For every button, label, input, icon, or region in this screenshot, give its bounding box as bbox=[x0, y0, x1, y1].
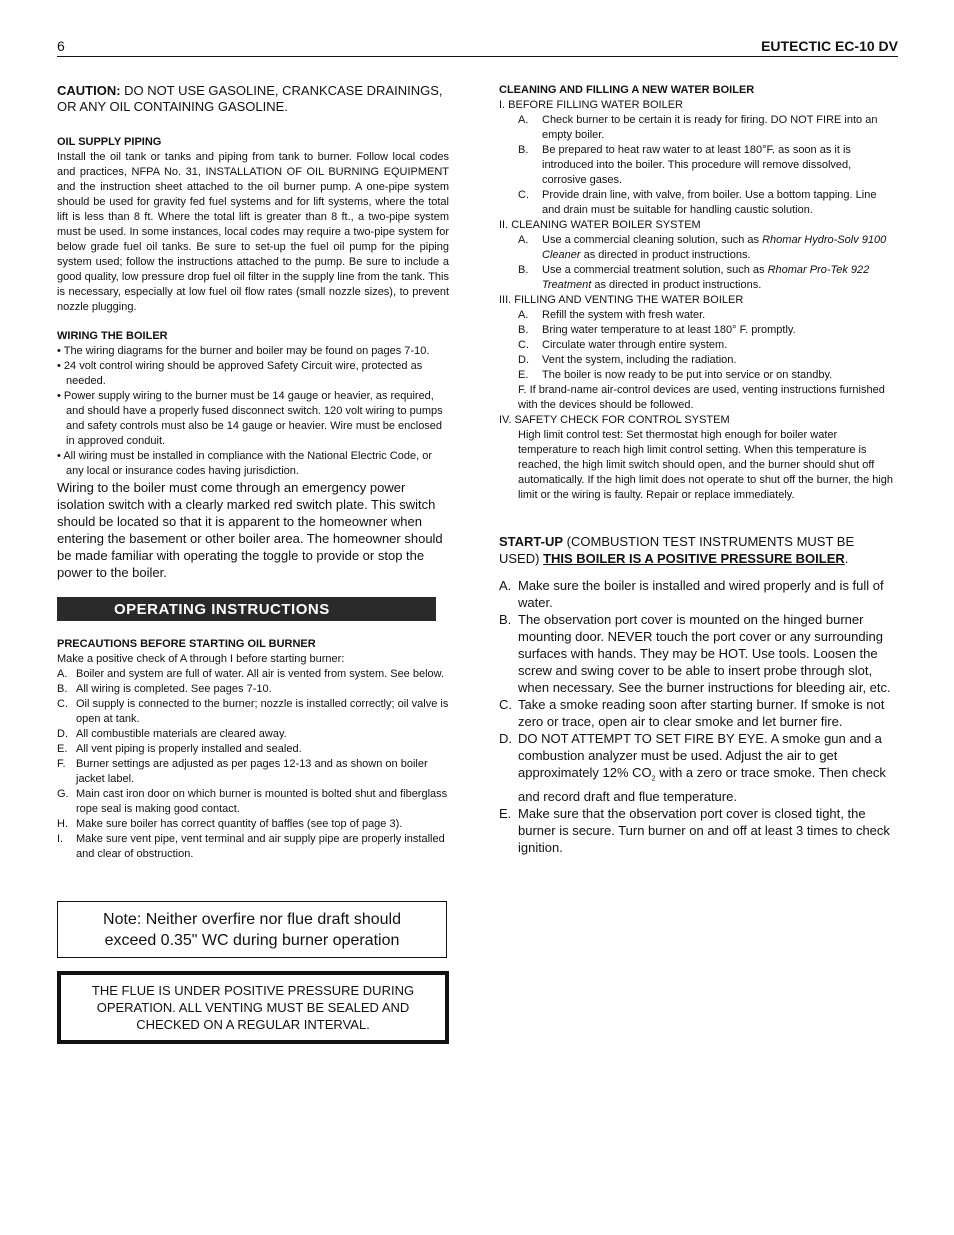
list-item: A. Use a commercial cleaning solution, such as Rhomar Hydro-Solv 9100 Cleaner as directed in product instructions. bbox=[518, 234, 887, 261]
list-item: C. Oil supply is connected to the burner; nozzle is installed correctly; oil valve is open at tank. bbox=[57, 698, 449, 725]
list-item: E. All vent piping is properly installed and sealed. bbox=[57, 743, 302, 755]
oil-supply-section bbox=[57, 135, 449, 315]
caution-notice bbox=[57, 83, 449, 115]
list-item: D. Vent the system, including the radiation. bbox=[518, 354, 737, 366]
list-item: B. The observation port cover is mounted on the hinged burner mounting door. NEVER touch the port cover or any surrounding surfaces with hands. They may be HOT. Use tools. Loosen the screw and swing cover to be able to insert probe through slot, when necessary. See the burner instructions for bleeding air, etc. bbox=[499, 612, 891, 695]
product-name: Rhomar Pro-Tek 922 Treatment bbox=[542, 264, 870, 291]
list-item: B. Be prepared to heat raw water to at least 180°F. as soon as it is introduced into the boiler. This procedure will remove dissolved, corrosive gases. bbox=[518, 144, 852, 186]
section-title: I. BEFORE FILLING WATER BOILER bbox=[499, 99, 683, 111]
precautions-section bbox=[57, 637, 449, 862]
list-item: G. Main cast iron door on which burner is mounted is bolted shut and fiberglass rope seal is making good contact. bbox=[57, 788, 448, 815]
draft-note-box: Note: Neither overfire nor flue draft should exceed 0.35" WC during burner operation bbox=[57, 901, 447, 958]
list-item: C. Provide drain line, with valve, from boiler. Use a bottom tapping. Line and drain must be suitable for handling caustic solution. bbox=[518, 189, 877, 216]
list-item: A. Boiler and system are full of water. All air is vented from system. See below. bbox=[57, 668, 445, 680]
left-column bbox=[57, 83, 449, 862]
list-item: E. The boiler is now ready to be put into service or on standby. bbox=[518, 369, 833, 381]
list-item: C. Circulate water through entire system. bbox=[518, 339, 728, 351]
flue-warning-box: THE FLUE IS UNDER POSITIVE PRESSURE DURING OPERATION. ALL VENTING MUST BE SEALED AND CHECKED ON A REGULAR INTERVAL. bbox=[57, 971, 449, 1044]
precautions-intro: Make a positive check of A through I before starting burner: bbox=[57, 653, 345, 665]
list-item: D. All combustible materials are cleared away. bbox=[57, 728, 287, 740]
list-item: F. Burner settings are adjusted as per pages 12-13 and as shown on boiler jacket label. bbox=[57, 758, 428, 785]
wiring-heading: WIRING THE BOILER bbox=[57, 330, 168, 342]
list-item: • The wiring diagrams for the burner and boiler may be found on pages 7-10. bbox=[57, 344, 449, 359]
oil-supply-heading: OIL SUPPLY PIPING bbox=[57, 136, 162, 148]
section-filling-venting bbox=[499, 293, 895, 413]
right-column bbox=[499, 83, 895, 856]
list-item: • 24 volt control wiring should be approved Safety Circuit wire, protected as needed. bbox=[57, 359, 449, 389]
caution-text: DO NOT USE GASOLINE, CRANKCASE DRAININGS, OR ANY OIL CONTAINING GASOLINE. bbox=[57, 83, 443, 114]
wiring-bullets bbox=[57, 344, 449, 479]
list-item: • All wiring must be installed in compliance with the National Electric Code, or any local or insurance codes having jurisdiction. bbox=[57, 449, 449, 479]
list-item: H. Make sure boiler has correct quantity of baffles (see top of page 3). bbox=[57, 818, 403, 830]
list-item: E. Make sure that the observation port cover is closed tight, the burner is secure. Turn burner on and off at least 3 times to check ignition. bbox=[499, 805, 890, 855]
list-item: B. Bring water temperature to at least 180° F. promptly. bbox=[518, 324, 796, 336]
list-item: A. Check burner to be certain it is ready for firing. DO NOT FIRE into an empty boiler. bbox=[518, 114, 878, 141]
list-item: I. Make sure vent pipe, vent terminal and air supply pipe are properly installed and clear of obstruction. bbox=[57, 833, 445, 860]
startup-heading: START-UP (COMBUSTION TEST INSTRUMENTS MUST BE USED) THIS BOILER IS A POSITIVE PRESSURE BOILER. bbox=[499, 534, 855, 566]
list-item: D. DO NOT ATTEMPT TO SET FIRE BY EYE. A smoke gun and a combustion analyzer must be used. Adjust the air to get approximately 12% $CO_2$ with a zero or trace smoke. Then check and record draft and flue temperature. bbox=[499, 731, 886, 804]
section-safety-check bbox=[499, 413, 895, 503]
section-title: IV. SAFETY CHECK FOR CONTROL SYSTEM bbox=[499, 414, 730, 426]
precautions-list bbox=[57, 667, 449, 862]
operating-instructions-banner: OPERATING INSTRUCTIONS bbox=[57, 597, 436, 621]
list-item: F. If brand-name air-control devices are used, venting instructions furnished with the devices should be followed. bbox=[518, 384, 885, 411]
document-title: EUTECTIC EC-10 DV bbox=[761, 38, 898, 54]
positive-pressure-warning: THIS BOILER IS A POSITIVE PRESSURE BOILER bbox=[543, 551, 845, 566]
safety-check-text: High limit control test: Set thermostat high enough for boiler water temperature to reach high limit control setting. When this temperature is reached, the high limit switch should open, and the burner should shut off automatically. If the high limit does not operate to shut off the burner, the high limit or the wiring is faulty. Repair or replace immediately. bbox=[518, 429, 894, 501]
list-item: A. Make sure the boiler is installed and wired properly and is full of water. bbox=[499, 578, 884, 610]
section-title: II. CLEANING WATER BOILER SYSTEM bbox=[499, 219, 701, 231]
wiring-paragraph: Wiring to the boiler must come through an emergency power isolation switch with a clearly marked red switch plate. This switch should be located so that it is apparent to the homeowner when entering the basement or other boiler area. The homeowner should be made familiar with operating the toggle to provide or stop the power to the boiler. bbox=[57, 480, 443, 580]
page-number: 6 bbox=[57, 38, 65, 54]
section-title: III. FILLING AND VENTING THE WATER BOILER bbox=[499, 294, 744, 306]
page-header bbox=[57, 36, 898, 57]
wiring-section bbox=[57, 329, 449, 581]
list-item: B. All wiring is completed. See pages 7-10. bbox=[57, 683, 272, 695]
list-item: A. Refill the system with fresh water. bbox=[518, 309, 706, 321]
list-item: C. Take a smoke reading soon after starting burner. If smoke is not zero or trace, open air to clear smoke and let burner fire. bbox=[499, 697, 885, 729]
list-item: • Power supply wiring to the burner must be 14 gauge or heavier, as required, and should have a properly fused disconnect switch. 120 volt wiring to pumps and safety controls must also be 14 gauge or heavier. Wire must be enclosed in approved conduit. bbox=[57, 389, 449, 449]
oil-supply-text: Install the oil tank or tanks and piping from tank to burner. Follow local codes and practices, NFPA No. 31, INSTALLATION OF OIL BURNING EQUIPMENT and the instruction sheet attached to the oil burner pump. A one-pipe system should be used for gravity fed fuel systems and for lift systems, where the total lift is less than 8 ft. Where the total lift is greater than 8 ft., a two-pipe system must be used. In some instances, local codes may require a two-pipe system for below grade fuel oil tanks. Be sure to set-up the fuel oil pump for the piping system used; follow the instructions attached to the pump. Be sure to include a good quality, low pressure drop fuel oil filter in the supply line from the tank. This is necessary, especially at low fuel oil flow rates (small nozzle sizes), to prevent nozzle plugging. bbox=[57, 151, 449, 313]
section-before-filling bbox=[499, 98, 895, 218]
cleaning-heading: CLEANING AND FILLING A NEW WATER BOILER bbox=[499, 84, 755, 96]
caution-label: CAUTION: bbox=[57, 83, 121, 98]
startup-label: START-UP bbox=[499, 534, 564, 549]
startup-list bbox=[499, 577, 895, 856]
product-name: Rhomar Hydro-Solv 9100 Cleaner bbox=[542, 234, 887, 261]
precautions-heading: PRECAUTIONS BEFORE STARTING OIL BURNER bbox=[57, 638, 316, 650]
list-item: B. Use a commercial treatment solution, such as Rhomar Pro-Tek 922 Treatment as directed in product instructions. bbox=[518, 264, 870, 291]
section-cleaning-system bbox=[499, 218, 895, 293]
